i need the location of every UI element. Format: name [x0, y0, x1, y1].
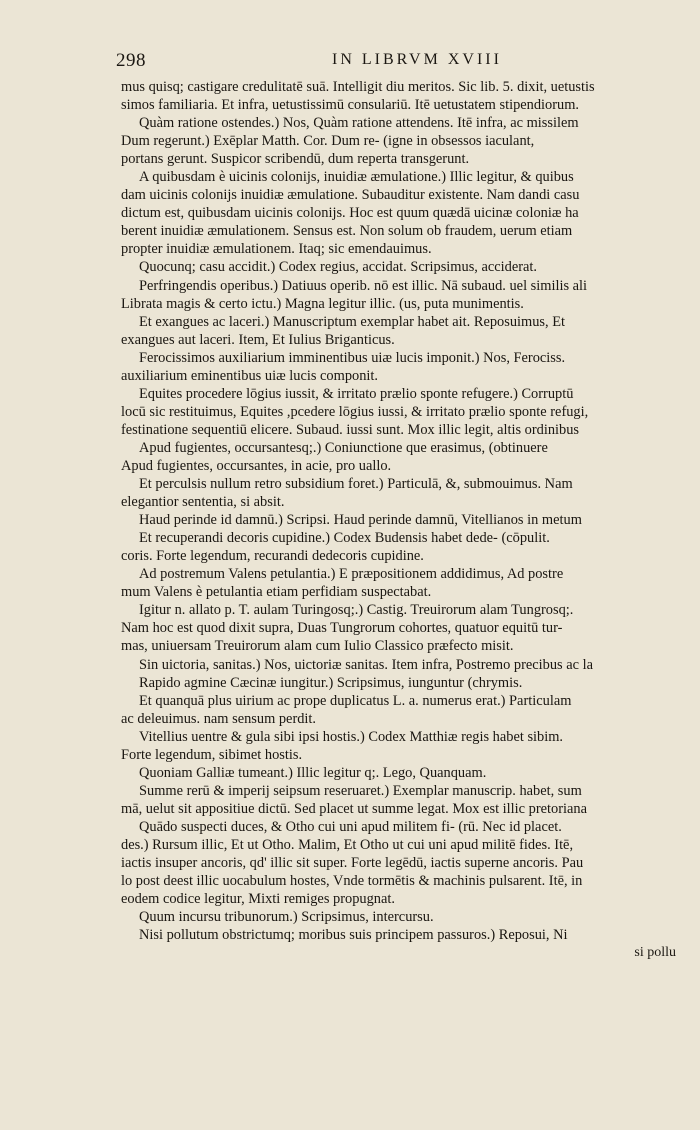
text-line: Rapido agmine Cæcinæ iungitur.) Scripsimus, iunguntur (chrymis.	[139, 674, 523, 691]
running-title: IN LIBRVM XVIII	[332, 51, 502, 68]
text-line: simos familiaria. Et infra, uetustissimū consulariū. Itē uetustatem stipendiorum.	[121, 97, 580, 114]
text-line: Ferocissimos auxiliarium imminentibus uiæ lucis imponit.) Nos, Ferociss.	[139, 349, 566, 366]
text-line: dam uicinis colonijs inuidiæ æmulatione. Subauditur existente. Nam dandi casu	[121, 187, 580, 204]
text-line: Sin uictoria, sanitas.) Nos, uictoriæ sanitas. Item infra, Postremo precibus ac la	[139, 656, 594, 673]
commentary-text	[121, 78, 676, 962]
text-line: propter inuidiæ æmulationem. Itaq; sic emendauimus.	[121, 241, 432, 258]
text-line: dictum est, quibusdam uicinis colonijs. Hoc est quum quædā uicinæ coloniæ ha	[121, 205, 579, 222]
text-line: mum Valens è petulantia etiam perfidiam suspectabat.	[121, 584, 432, 601]
text-line: exangues aut laceri. Item, Et Iulius Briganticus.	[121, 331, 395, 348]
text-line: Haud perinde id damnū.) Scripsi. Haud perinde damnū, Vitellianos in metum	[139, 512, 582, 529]
text-line: festinatione sequentiū elicere. Subaud. iussi sunt. Mox illic legit, altis ordinibus	[121, 421, 580, 438]
text-line: des.) Rursum illic, Et ut Otho. Malim, Et Otho ut cui uni apud militē fides. Itē,	[121, 836, 574, 853]
text-line: Igitur n. allato p. T. aulam Turingosq;.) Castig. Treuirorum alam Tungrosq;.	[139, 602, 574, 619]
text-line: Et exangues ac laceri.) Manuscriptum exemplar habet ait. Reposuimus, Et	[139, 313, 565, 330]
text-line: eodem codice legitur, Mixti remiges propugnat.	[121, 891, 395, 908]
text-line: Vitellius uentre & gula sibi ipsi hostis.) Codex Matthiæ regis habet sibim.	[139, 728, 564, 745]
text-line: Nam hoc est quod dixit supra, Duas Tungrorum cohortes, quatuor equitū tur-	[121, 620, 563, 637]
text-line: A quibusdam è uicinis colonijs, inuidiæ æmulatione.) Illic legitur, & quibus	[139, 169, 574, 186]
text-line: Et perculsis nullum retro subsidium foret.) Particulā, &, submouimus. Nam	[139, 476, 573, 493]
text-line: Apud fugientes, occursantes, in acie, pro uallo.	[121, 457, 392, 474]
text-line: Quum incursu tribunorum.) Scripsimus, intercursu.	[139, 909, 434, 926]
catchword-line	[121, 944, 676, 962]
text-line: Et quanquā plus uirium ac prope duplicatus L. a. numerus erat.) Particulam	[139, 692, 572, 709]
text-line: Quàm ratione ostendes.) Nos, Quàm ratione attendens. Itē infra, ac missilem	[139, 115, 579, 132]
text-line: Equites procedere lōgius iussit, & irritato prælio sponte refugere.) Corruptū	[139, 385, 574, 402]
text-line: Ad postremum Valens petulantia.) E præpositionem addidimus, Ad postre	[139, 566, 564, 583]
text-line: locū sic restituimus, Equites ,pcedere lōgius iussi, & irritato prælio sponte refugi,	[121, 403, 589, 420]
text-line: coris. Forte legendum, recurandi dedecoris cupidine.	[121, 548, 424, 565]
text-line: elegantior sententia, si absit.	[121, 494, 285, 511]
page-header	[116, 50, 660, 72]
text-line: Librata magis & certo ictu.) Magna legitur illic. (us, puta munimentis.	[121, 295, 524, 312]
text-line: iactis insuper ancoris, qd' illic sit super. Forte legēdū, iactis superne ancoris. Pau	[121, 855, 584, 872]
text-line: Dum regerunt.) Exēplar Matth. Cor. Dum re- (igne in obsessos iaculant,	[121, 133, 535, 150]
text-line: ac deleuimus. nam sensum perdit.	[121, 710, 317, 727]
text-line: Quocunq; casu accidit.) Codex regius, accidat. Scripsimus, acciderat.	[139, 259, 538, 276]
text-line: Et recuperandi decoris cupidine.) Codex Budensis habet dede- (cōpulit.	[139, 530, 550, 547]
text-line: Quoniam Galliæ tumeant.) Illic legitur q;. Lego, Quanquam.	[139, 764, 487, 781]
text-line: Quādo suspecti duces, & Otho cui uni apud militem fi- (rū. Nec id placet.	[139, 818, 562, 835]
text-line: Nisi pollutum obstrictumq; moribus suis principem passuros.) Reposui, Ni	[139, 927, 568, 944]
text-line: berent inuidiæ æmulationem. Sensus est. Non solum ob fraudem, uerum etiam	[121, 223, 573, 240]
text-line: portans gerunt. Suspicor scribendū, dum reperta transgerunt.	[121, 151, 470, 168]
text-line: mā, uelut sit appositiue dictū. Sed placet ut summe legat. Mox est illic pretoriana	[121, 800, 587, 817]
text-line: mas, uniuersam Treuirorum alam cum Iulio Classico præfecto misit.	[121, 638, 514, 655]
text-line: Forte legendum, sibimet hostis.	[121, 746, 303, 763]
page-number: 298	[116, 50, 146, 71]
catchword: si pollu	[634, 945, 676, 961]
text-line: Apud fugientes, occursantesq;.) Coniunctione que erasimus, (obtinuere	[139, 439, 548, 456]
text-line: auxiliarium eminentibus uiæ lucis componit.	[121, 367, 379, 384]
text-line: lo post deest illic uocabulum hostes, Vnde tormētis & machinis pulsarent. Itē, in	[121, 873, 583, 890]
text-line: mus quisq; castigare credulitatē suā. Intelligit diu meritos. Sic lib. 5. dixit, uetustis	[121, 79, 595, 95]
text-line: Summe rerū & imperij seipsum reseruaret.) Exemplar manuscrip. habet, sum	[139, 782, 582, 799]
text-line: Perfringendis operibus.) Datiuus operib. nō est illic. Nā subaud. uel similis ali	[139, 277, 588, 294]
